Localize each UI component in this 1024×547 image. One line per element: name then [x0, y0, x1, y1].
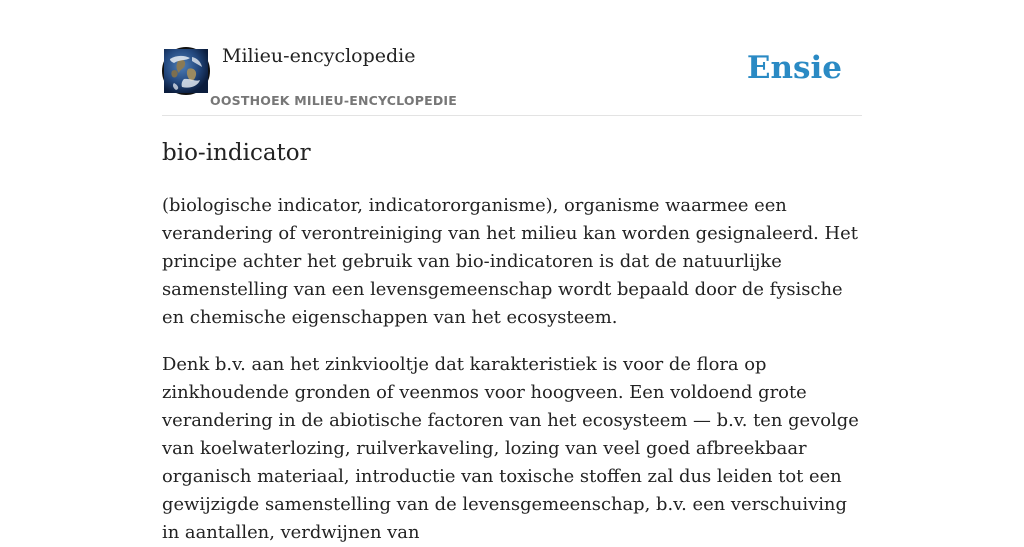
site-name[interactable]: Milieu-encyclopedie	[222, 45, 416, 67]
content-column	[162, 0, 862, 543]
globe-icon[interactable]	[162, 47, 210, 95]
article-paragraph-1: (biologische indicator, indicatororganisme), organisme waarmee een verandering of verontreiniging van het milieu kan worden gesignaleerd. Het principe achter het gebruik van bio-indicatoren is dat de natuurlijke samenstelling van een levensgemeenschap wordt bepaald door de fysische en chemische eigenschappen van het ecosysteem.	[162, 195, 858, 328]
site-subtitle[interactable]: OOSTHOEK MILIEU-ENCYCLOPEDIE	[210, 93, 457, 108]
article-paragraph-2: Denk b.v. aan het zinkviooltje dat karakteristiek is voor de flora op zinkhoudende gronden of veenmos voor hoogveen. Een voldoend grote verandering in de abiotische factoren van het ecosysteem — b.v. ten gevolge van koelwaterlozing, ruilverkaveling, lozing van veel goed afbreekbaar organisch materiaal, introductie van toxische stoffen zal dus leiden tot een gewijzigde samenstelling van de levensgemeenschap, b.v. een verschuiving in aantallen, verdwijnen van	[162, 354, 859, 543]
site-header	[162, 0, 862, 116]
article-title: bio-indicator	[162, 140, 311, 166]
brand-logo[interactable]: Ensie	[746, 50, 842, 86]
